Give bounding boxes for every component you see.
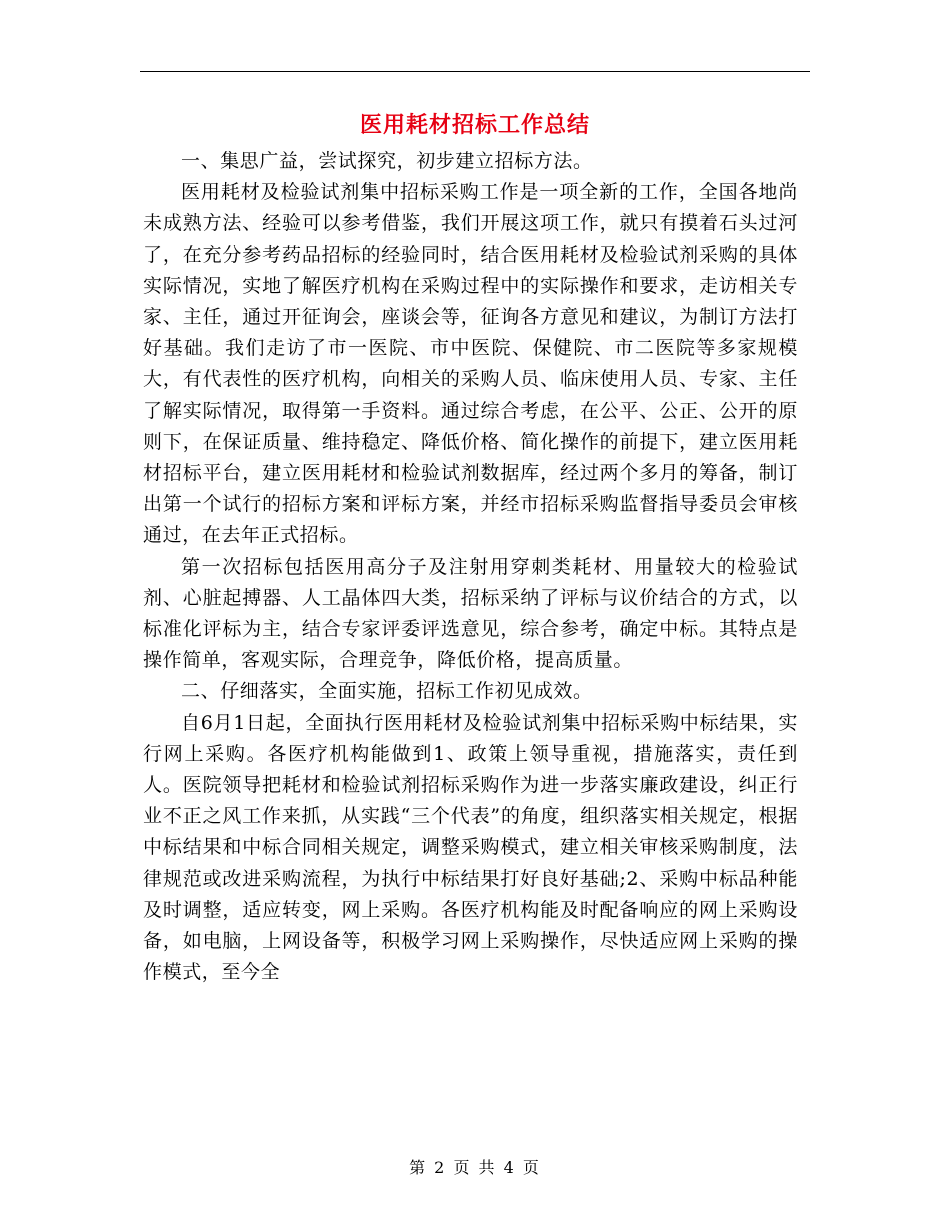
- document-body: [143, 146, 798, 988]
- section-heading-1: 一、集思广益，尝试探究，初步建立招标方法。: [181, 150, 593, 172]
- page-footer: 第 2 页 共 4 页: [409, 1158, 541, 1177]
- document-title: 医用耗材招标工作总结: [359, 113, 590, 138]
- section-heading-2: 二、仔细落实，全面实施，招标工作初见成效。: [181, 680, 593, 703]
- body-paragraph: 第一次招标包括医用高分子及注射用穿刺类耗材、用量较大的检验试剂、心脏起搏器、人工晶体四大类，招标采纳了评标与议价结合的方式，以标准化评标为主，结合专家评委评选意见，综合参考，确定中标。其特点是操作简单，客观实际，合理竞争，降低价格，提高质量。: [143, 555, 798, 672]
- header-rule: [140, 71, 810, 72]
- body-paragraph: 医用耗材及检验试剂集中招标采购工作是一项全新的工作，全国各地尚未成熟方法、经验可以参考借鉴，我们开展这项工作，就只有摸着石头过河了，在充分参考药品招标的经验同时，结合医用耗材及检验试剂采购的具体实际情况，实地了解医疗机构在采购过程中的实际操作和要求，走访相关专家、主任，通过开征询会，座谈会等，征询各方意见和建议，为制订方法打好基础。我们走访了市一医院、市中医院、保健院、市二医院等多家规模大，有代表性的医疗机构，向相关的采购人员、临床使用人员、专家、主任了解实际情况，取得第一手资料。通过综合考虑，在公平、公正、公开的原则下，在保证质量、维持稳定、降低价格、简化操作的前提下，建立医用耗材招标平台，建立医用耗材和检验试剂数据库，经过两个多月的筹备，制订出第一个试行的招标方案和评标方案，并经市招标采购监督指导委员会审核通过，在去年正式招标。: [143, 181, 798, 547]
- body-paragraph: 自6月1日起，全面执行医用耗材及检验试剂集中招标采购中标结果，实行网上采购。各医疗机构能做到1、政策上领导重视，措施落实，责任到人。医院领导把耗材和检验试剂招标采购作为进一步落实廉政建设，纠正行业不正之风工作来抓，从实践“三个代表”的角度，组织落实相关规定，根据中标结果和中标合同相关规定，调整采购模式，建立相关审核采购制度，法律规范或改进采购流程，为执行中标结果打好良好基础;2、采购中标品种能及时调整，适应转变，网上采购。各医疗机构能及时配备响应的网上采购设备，如电脑，上网设备等，积极学习网上采购操作，尽快适应网上采购的操作模式，至今全: [143, 711, 798, 984]
